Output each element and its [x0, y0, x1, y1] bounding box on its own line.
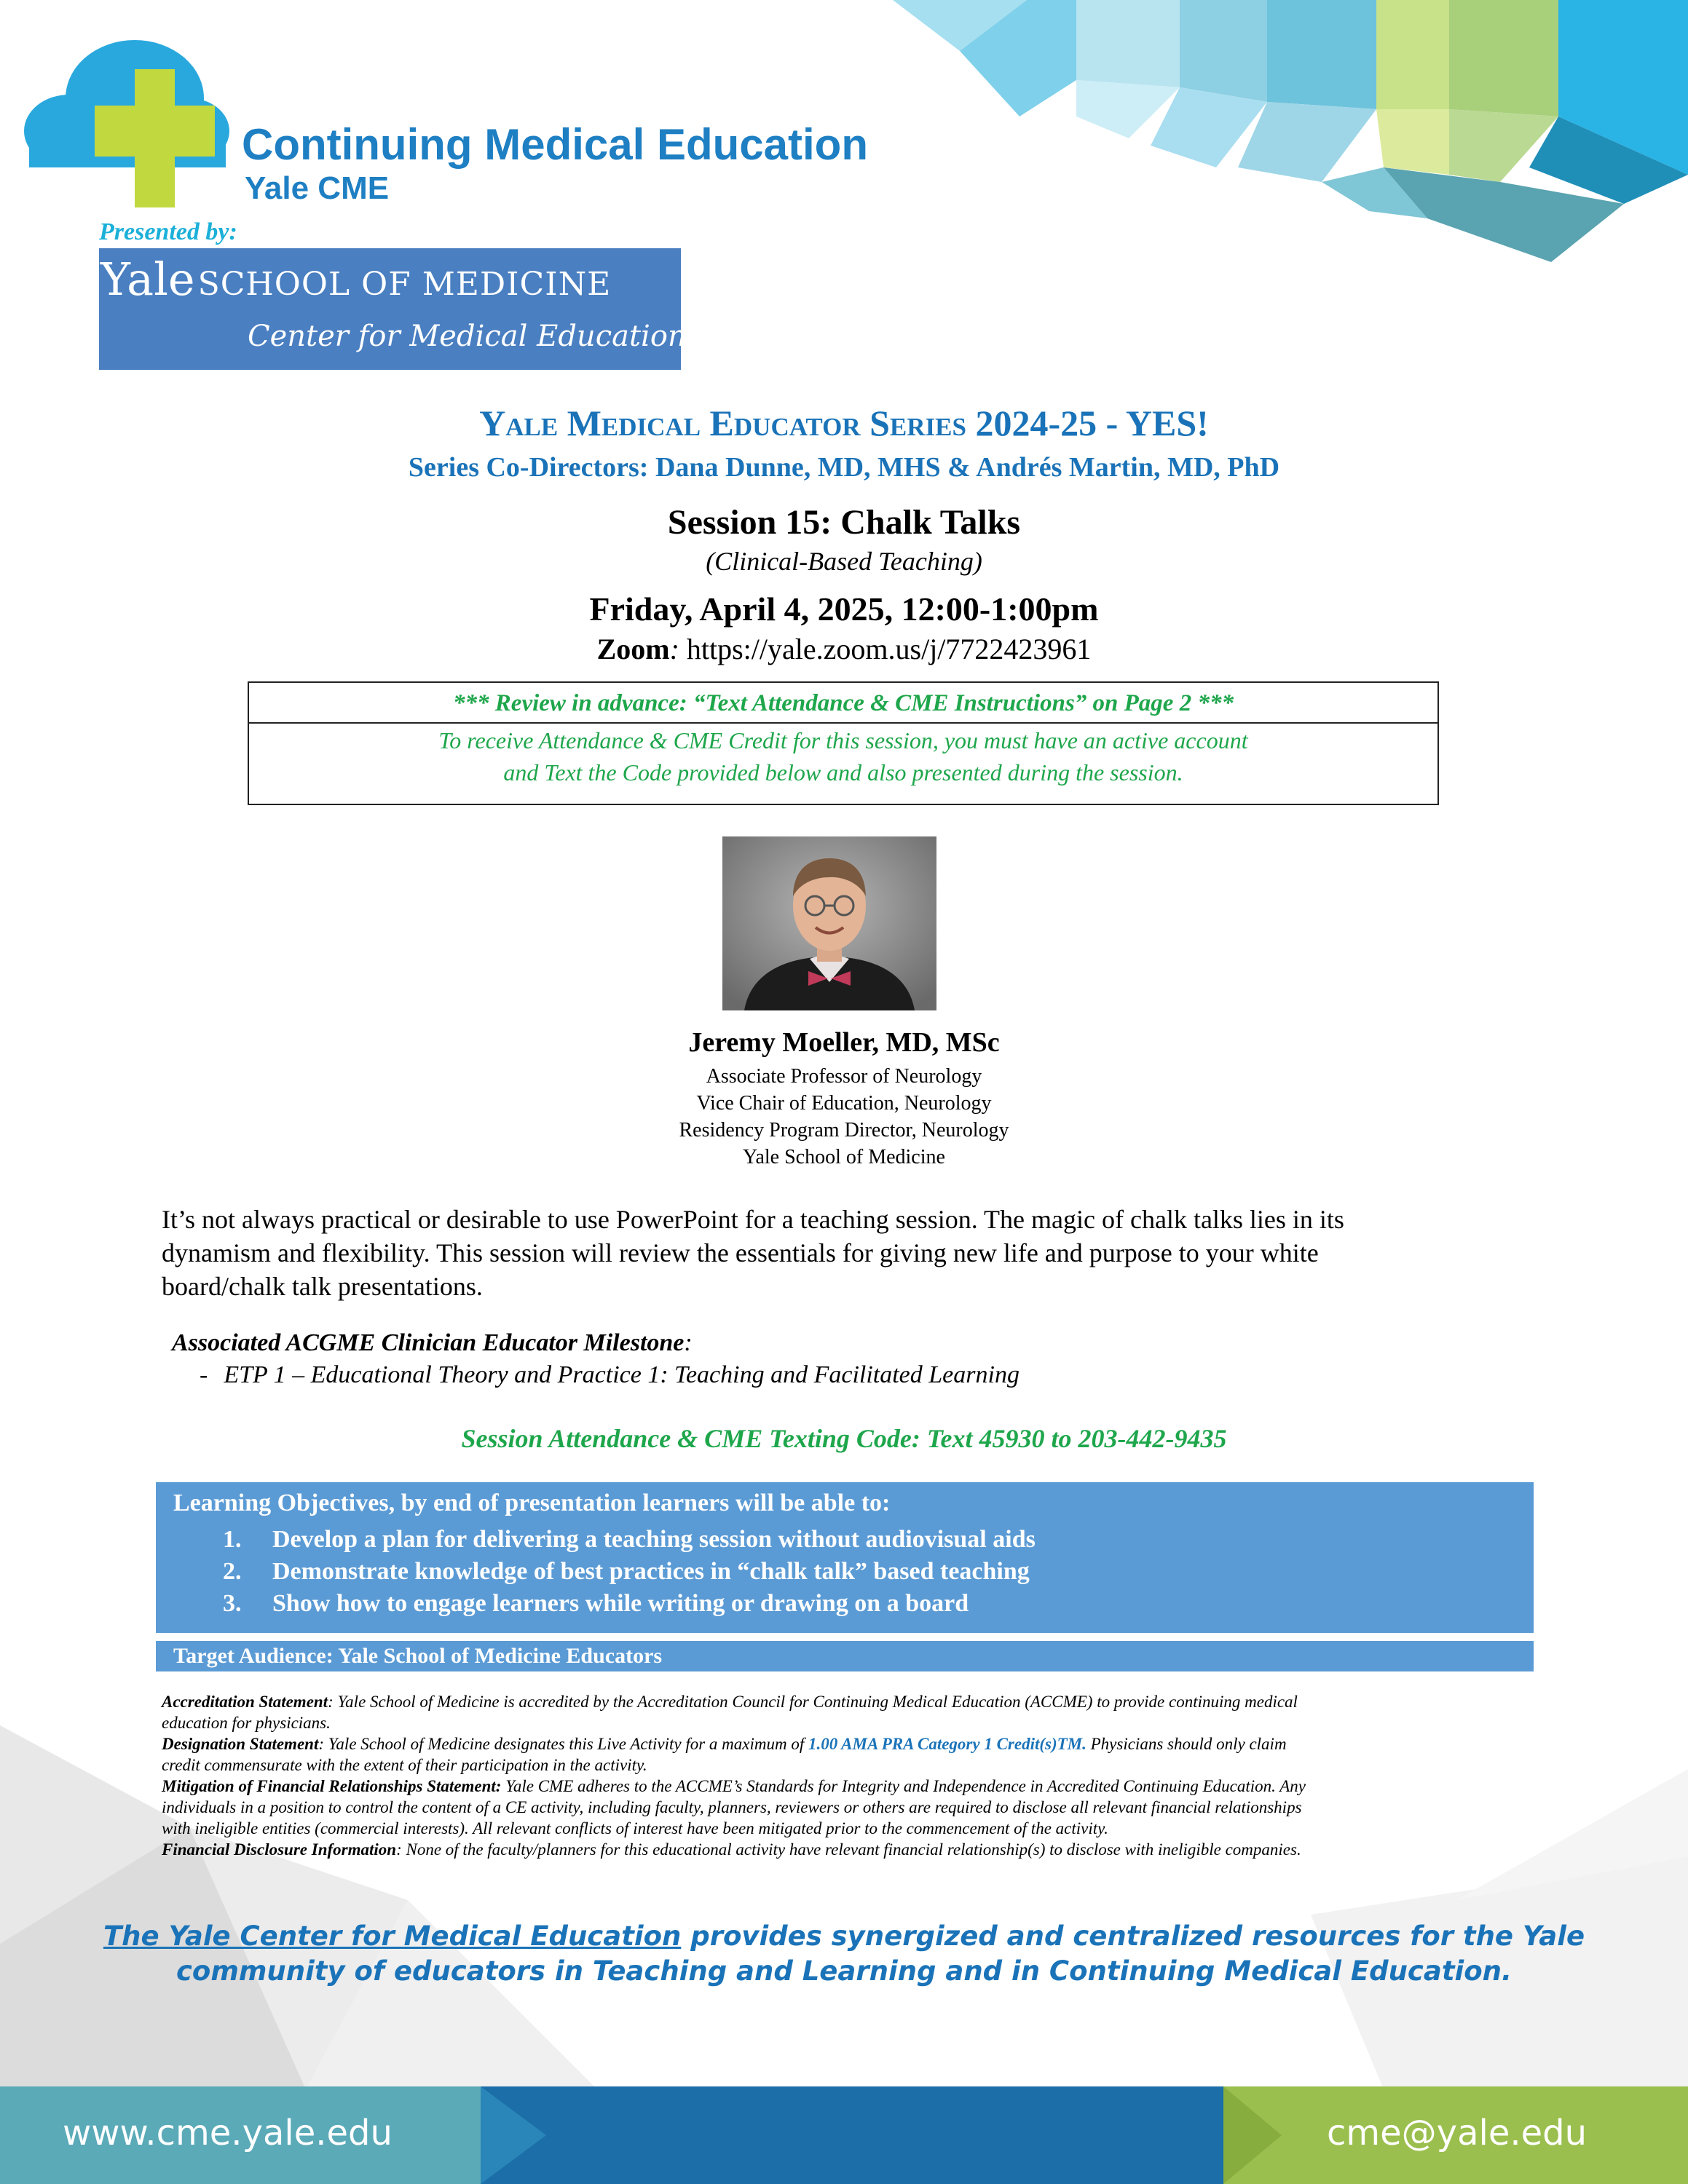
objective-item: 1. Develop a plan for delivering a teaching session without audiovisual aids: [223, 1526, 1036, 1553]
accreditation-statements: Accreditation Statement: Yale School of Medicine is accredited by the Accreditation Council for Continuing Medical Education (ACCME) to provide continuing medical education for physicians. Designation Statement: Yale School of Medicine designates this Live Activity for a maximum of 1.00 AMA PRA Category 1 Credit(s)TM. Physicians should only claim credit commensurate with the extent of their participation in the activity. Mitigation of Financial Relationships Statement: Yale CME adheres to the ACCME’s Standards for Integrity and Independence in Accredited Continuing Education. Any individuals in a position to control the content of a CE activity, including faculty, planners, reviewers or others are required to disclose all relevant financial relationships with ineligible entities (commercial interests). All relevant conflicts of interest have been mitigated prior to the commencement of the activity. Financial Disclosure Information: None of the faculty/planners for this educational activity have relevant financial relationship(s) to disclose with ineligible companies.: [162, 1693, 1306, 1859]
header-geometric-decoration: [874, 0, 1688, 277]
credit-amount: 1.00 AMA PRA Category 1 Credit(s)TM.: [808, 1735, 1086, 1753]
target-audience: Target Audience: Yale School of Medicine Educators: [156, 1641, 1534, 1671]
speaker-title-line: Vice Chair of Education, Neurology: [696, 1092, 992, 1115]
description-line: dynamism and flexibility. This session will review the essentials for giving new life and purpose to your white: [162, 1238, 1319, 1267]
milestone-bullet: -: [200, 1361, 208, 1388]
objectives-list: [223, 1526, 1036, 1622]
center-tagline: The Yale Center for Medical Education provides synergized and centralized resources for the Yale community of educators in Teaching and Learning and in Continuing Medical Education.: [103, 1920, 1585, 1987]
cloud-cross-icon: [15, 29, 255, 218]
speaker-title-line: Associate Professor of Neurology: [706, 1065, 982, 1088]
milestone-item: [200, 1361, 1019, 1389]
speaker-title-line: Residency Program Director, Neurology: [679, 1119, 1009, 1142]
texting-code: Session Attendance & CME Texting Code: Text 45930 to 203-442-9435: [461, 1424, 1227, 1453]
speaker-photo: [722, 836, 936, 1010]
zoom-line: [0, 632, 1688, 666]
milestone-item-text: ETP 1 – Educational Theory and Practice 1: Teaching and Facilitated Learning: [224, 1361, 1019, 1388]
speaker-name: Jeremy Moeller, MD, MSc: [688, 1027, 1000, 1058]
accreditation-label: Accreditation Statement: [162, 1693, 328, 1711]
review-box: [248, 681, 1439, 805]
zoom-label: Zoom: [596, 633, 670, 665]
zoom-separator: :: [669, 633, 679, 665]
center-link[interactable]: The Yale Center for Medical Education: [103, 1920, 682, 1952]
zoom-link[interactable]: https://yale.zoom.us/j/7722423961: [686, 633, 1092, 665]
description-line: board/chalk talk presentations.: [162, 1272, 483, 1301]
presented-by-label: Presented by:: [99, 218, 237, 245]
ysm-logo-school: SCHOOL OF MEDICINE: [197, 266, 612, 303]
objective-item: 2. Demonstrate knowledge of best practices in “chalk talk” based teaching: [223, 1558, 1030, 1585]
session-date: Friday, April 4, 2025, 12:00-1:00pm: [589, 590, 1099, 628]
objectives-heading: Learning Objectives, by end of presentation learners will be able to:: [173, 1489, 891, 1516]
disclosure-label: Financial Disclosure Information: [162, 1840, 397, 1859]
ysm-logo-center: Center for Medical Education: [248, 320, 687, 353]
footer-website[interactable]: www.cme.yale.edu: [63, 2113, 393, 2153]
cme-logo-subtitle: Yale CME: [245, 170, 390, 206]
ysm-logo-yale: Yale: [100, 253, 195, 306]
ysm-logo: [99, 248, 687, 370]
mitigation-label: Mitigation of Financial Relationships Statement:: [162, 1777, 502, 1795]
learning-objectives-box: [156, 1482, 1534, 1633]
review-line-2: and Text the Code provided below and also presented during the session.: [503, 759, 1183, 786]
description-line: It’s not always practical or desirable to use PowerPoint for a teaching session. The magic of chalk talks lies in its: [162, 1205, 1344, 1234]
session-description: [162, 1203, 1545, 1303]
session-title: Session 15: Chalk Talks: [667, 503, 1021, 542]
designation-label: Designation Statement: [162, 1735, 319, 1753]
footer-bar: [0, 2086, 1688, 2184]
series-codirectors: Series Co-Directors: Dana Dunne, MD, MHS & Andrés Martin, MD, PhD: [408, 452, 1280, 483]
speaker-titles: [0, 1063, 1688, 1171]
footer-email[interactable]: cme@yale.edu: [1327, 2113, 1588, 2153]
cme-logo-title: Continuing Medical Education: [242, 120, 868, 169]
series-title: Yale Medical Educator Series 2024-25 - YES!: [479, 403, 1209, 443]
review-line-1: To receive Attendance & CME Credit for this session, you must have an active account: [438, 727, 1248, 753]
session-subtitle: (Clinical-Based Teaching): [706, 547, 982, 576]
review-heading: *** Review in advance: “Text Attendance & CME Instructions” on Page 2 ***: [249, 683, 1437, 724]
objective-item: 3. Show how to engage learners while writing or drawing on a board: [223, 1590, 969, 1617]
milestone-heading: Associated ACGME Clinician Educator Milestone:: [172, 1329, 693, 1356]
cme-logo: [15, 29, 918, 218]
speaker-title-line: Yale School of Medicine: [743, 1146, 945, 1168]
